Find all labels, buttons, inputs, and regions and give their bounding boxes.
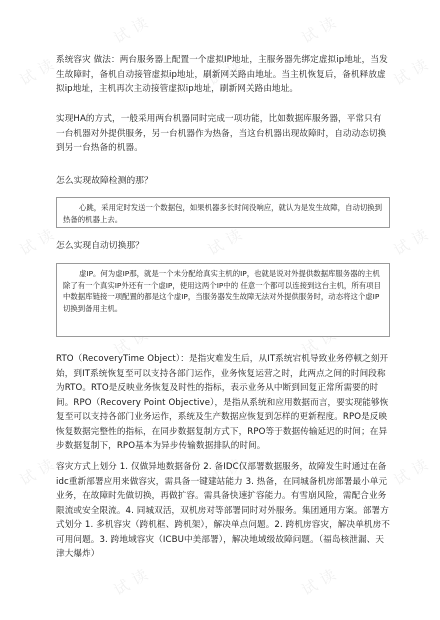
watermark: 试读: [204, 452, 250, 490]
paragraph-system-disaster-recovery: 系统容灾 做法：两台服务器上配置一个虚拟IP地址，主服务器先绑定虚拟ip地址，当发生故障时，备机自动接管虚拟ip地址，刷新网关路由地址。当主机恢复后，备机释放虚拟ip地址，主机再次主动接管虚拟ip地址，刷新网关路由地址。: [56, 55, 388, 94]
watermark: 试读: [390, 452, 436, 490]
watermark: 试读: [298, 10, 344, 48]
heartbeat-text: 心跳，采用定时发送一个数据包，如果机器多长时间没响应，就认为是发生故障，自动切换到热备的机器上去。: [63, 203, 383, 224]
heading-fault-detection: 怎么实现故障检测的那？: [56, 176, 153, 186]
watermark: 试读: [204, 52, 250, 90]
watermark: 试读: [390, 52, 436, 90]
paragraph-rto-rpo: RTO（RecoveryTime Object）：是指灾难发生后，从IT系统宕机导致业务停顿之刻开始，到IT系统恢复至可以支持各部门运作，业务恢复运营之时，此两点之间的时间段称为RTO。RTO是反映业务恢复及时性的指标，表示业务从中断到回复正常所需要的时间。RPO（Recovery Point Objective），是指从系统和应用数据而言，要实现能够恢复至可以支持各部门业务运作，系统及生产数据应恢复到怎样的更新程度。RPO是反映恢复数据完整性的指标，在同步数据复制方式下，RPO等于数据传输延迟的时间；在异步数据复制下，RPO基本为异步传输数据排队的时间。: [56, 354, 389, 451]
watermark: 试读: [110, 562, 156, 600]
code-box-virtual-ip: [56, 263, 390, 337]
watermark: 试读: [16, 222, 62, 260]
watermark: 试读: [298, 562, 344, 600]
heading-auto-switch: 怎么实现自动切换那？: [56, 241, 144, 251]
watermark: 试读: [110, 10, 156, 48]
watermark: 试读: [110, 322, 156, 360]
code-box-heartbeat: [56, 197, 390, 228]
virtual-ip-text: 虚IP。何为虚IP那，就是一个未分配给真实主机的IP，也就是说对外提供数据库服务器的主机除了有一个真实IP外还有一个虚IP，使用这两个IP中的 任意一个都可以连接到这台主机，所有项目中数据库链接一项配置的都是这个虚IP，当服务器发生故障无法对外提供服务时，动态将这个虚IP切换到备用主机。: [63, 269, 381, 313]
watermark: 试读: [204, 222, 250, 260]
watermark: 试读: [16, 452, 62, 490]
paragraph-disaster-recovery-methods: 容灾方式上划分 1. 仅做异地数据备份 2. 备IDC仅部署数据服务，故障发生时通过在备idc重新部署应用来做容灾，需具备一键建站能力 3. 热备，在同城备机房部署最小单元业务，在故障时先做切换，再做扩容。需具备快速扩容能力。有雪崩风险，需配合业务限流或安全限流。4. 同城双活，双机房对等部署同时对外服务。集团通用方案。部署方式划分 1. 多机容灾（跨机框、跨机架），解决单点问题。2. 跨机房容灾，解决单机房不可用问题。3. 跨地域容灾（ICBU中美部署），解决地域级故障问题。（福岛核泄漏、天津大爆炸）: [56, 462, 390, 559]
watermark: 试读: [298, 322, 344, 360]
paragraph-ha-implementation: 实现HA的方式，一般采用两台机器同时完成一项功能，比如数据库服务器，平常只有一台机器对外提供服务，另一台机器作为热备，当这台机器出现故障时，自动动态切换到另一台热备的机器。: [56, 114, 387, 153]
watermark: 试读: [16, 52, 62, 90]
watermark: 试读: [390, 222, 436, 260]
